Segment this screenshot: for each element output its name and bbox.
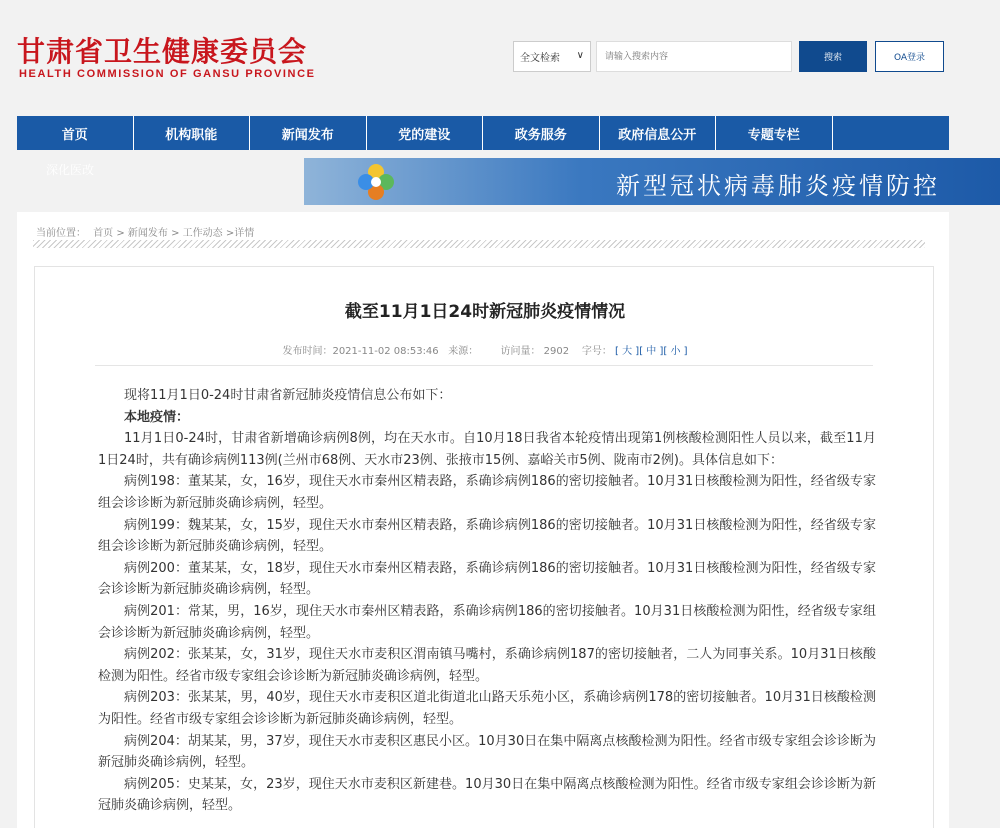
- search-scope-label: 全文检索: [520, 53, 560, 64]
- nav-item-news[interactable]: 新闻发布: [250, 116, 367, 150]
- view-count: 访问量： 2902: [500, 346, 570, 357]
- covid-banner[interactable]: [304, 158, 1000, 205]
- breadcrumb-label: 当前位置：: [36, 228, 86, 239]
- breadcrumb-path[interactable]: 首页 > 新闻发布 > 工作动态 >详情: [93, 228, 255, 239]
- font-size-large[interactable]: [ 大 ]: [615, 346, 640, 357]
- nav-item-home[interactable]: 首页: [17, 116, 134, 150]
- divider: [95, 365, 873, 366]
- nav-item-functions[interactable]: 机构职能: [134, 116, 251, 150]
- banner-title: 新型冠状病毒肺炎疫情防控: [616, 172, 940, 200]
- search-button[interactable]: 搜索: [799, 41, 867, 72]
- search-input[interactable]: [596, 41, 792, 72]
- nav-item-info-disclosure[interactable]: 政府信息公开: [600, 116, 717, 150]
- nav-item-topics[interactable]: 专题专栏: [716, 116, 833, 150]
- section-heading: 本地疫情：: [124, 409, 190, 425]
- case-paragraph: 病例198：董某某，女，16岁，现住天水市秦州区精表路，系确诊病例186的密切接触者。10月31日核酸检测为阳性，经省级专家组会诊诊断为新冠肺炎确诊病例，轻型。: [98, 474, 876, 511]
- search-scope-select[interactable]: [513, 41, 591, 72]
- oa-login-button[interactable]: OA登录: [875, 41, 944, 72]
- nav-item-reform[interactable]: 深化医改: [46, 163, 95, 177]
- article: [34, 266, 934, 828]
- site-logo-en: HEALTH COMMISSION OF GANSU PROVINCE: [19, 68, 316, 80]
- breadcrumb: [36, 224, 258, 239]
- nav-item-party[interactable]: 党的建设: [367, 116, 484, 150]
- article-body: [98, 385, 876, 817]
- nav-item-blank[interactable]: [833, 116, 950, 150]
- chevron-down-icon: ∨: [576, 50, 584, 61]
- hatch-divider: [33, 240, 925, 248]
- article-title: 截至11月1日24时新冠肺炎疫情情况: [344, 302, 626, 322]
- case-paragraph: 病例204：胡某某，男，37岁，现住天水市麦积区惠民小区。10月30日在集中隔离点核酸检测为阳性。经省市级专家组会诊诊断为新冠肺炎确诊病例，轻型。: [98, 733, 876, 771]
- case-paragraph: 病例201：常某，男，16岁，现住天水市秦州区精表路，系确诊病例186的密切接触者。10月31日核酸检测为阳性，经省级专家组会诊诊断为新冠肺炎确诊病例，轻型。: [98, 603, 876, 641]
- font-size-medium[interactable]: [ 中 ]: [639, 346, 664, 357]
- publish-time: 发布时间：2021-11-02 08:53:46: [282, 346, 439, 357]
- case-paragraph: 病例200：董某某，女，18岁，现住天水市秦州区精表路，系确诊病例186的密切接触者。10月31日核酸检测为阳性，经省级专家会诊诊断为新冠肺炎确诊病例，轻型。: [98, 560, 876, 598]
- case-paragraph: 病例199：魏某某，女，15岁，现住天水市秦州区精表路，系确诊病例186的密切接触者。10月31日核酸检测为阳性，经省级专家组会诊诊断为新冠肺炎确诊病例，轻型。: [98, 517, 876, 555]
- article-paragraph: 11月1日0-24时，甘肃省新增确诊病例8例，均在天水市。自10月18日我省本轮疫情出现第1例核酸检测阳性人员以来，截至11月1日24时，共有确诊病例113例(兰州市68例、天水市23例、张掖市15例、嘉峪关市5例、陇南市2例)。具体信息如下：: [98, 431, 876, 468]
- source-label: 来源：: [448, 346, 479, 357]
- font-size-small[interactable]: [ 小 ]: [663, 346, 688, 357]
- case-paragraph: 病例202：张某某，女，31岁，现住天水市麦积区渭南镇马嘴村，系确诊病例187的密切接触者，二人为同事关系。10月31日核酸检测为阳性。经省市级专家组会诊诊断为新冠肺炎确诊病例，轻型。: [98, 647, 876, 684]
- case-paragraph: 病例205：史某某，女，23岁，现住天水市麦积区新建巷。10月30日在集中隔离点核酸检测为阳性。经省市级专家组会诊诊断为新冠肺炎确诊病例，轻型。: [98, 776, 876, 814]
- nav-item-services[interactable]: 政务服务: [483, 116, 600, 150]
- site-logo-cn[interactable]: 甘肃省卫生健康委员会: [17, 35, 308, 68]
- article-meta: [35, 342, 935, 357]
- article-paragraph: 现将11月1日0-24时甘肃省新冠肺炎疫情信息公布如下：: [124, 388, 452, 403]
- flower-logo-icon: [354, 160, 398, 204]
- case-paragraph: 病例203：张某某，男，40岁，现住天水市麦积区道北街道北山路天乐苑小区，系确诊病例178的密切接触者。10月31日核酸检测为阳性。经省市级专家组会诊诊断为新冠肺炎确诊病例，轻型。: [98, 690, 876, 727]
- font-size-label: 字号：: [581, 346, 612, 357]
- site-header: [0, 0, 1000, 116]
- main-nav: [17, 116, 949, 150]
- content-area: [17, 212, 949, 828]
